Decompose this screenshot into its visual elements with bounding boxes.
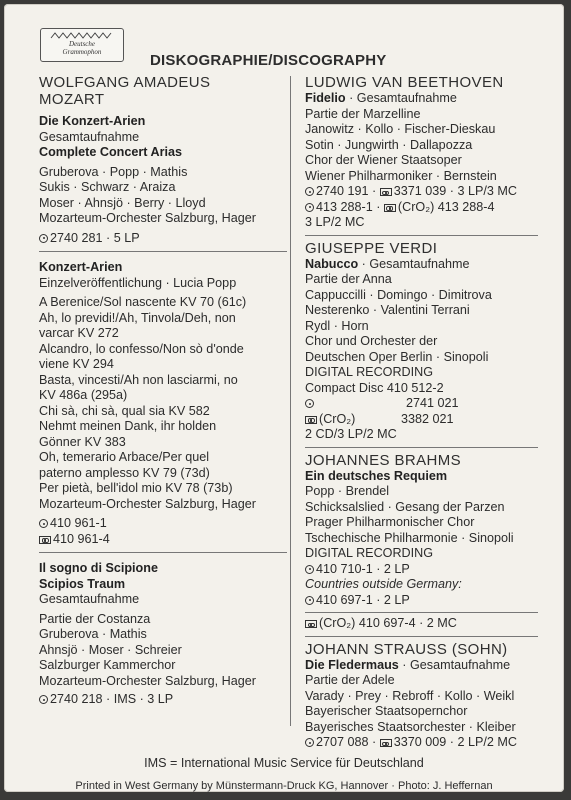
cast-line: Sukis · Schwarz · Araiza [39, 180, 176, 194]
cast-line: Nesterenko · Valentini Terrani [305, 303, 470, 317]
release-line [39, 516, 287, 532]
cast-line: Schicksalslied · Gesang der Parzen [305, 499, 505, 514]
cast-line: Partie der Anna [305, 272, 392, 286]
aria-line: A Berenice/Sol nascente KV 70 (61c) [39, 295, 247, 309]
page-title: DISKOGRAPHIE/DISCOGRAPHY [150, 52, 387, 69]
record-disc-icon [305, 596, 314, 605]
work-subtitle: · Gesamtaufnahme [358, 256, 470, 271]
aria-line: Gönner KV 383 [39, 434, 126, 449]
cassette-icon [305, 416, 317, 424]
release-line [305, 562, 545, 578]
record-disc-icon [39, 234, 48, 243]
work-subtitle: · Gesamtaufnahme [398, 657, 511, 672]
cast-line: Salzburger Kammerchor [39, 658, 176, 672]
composer-mozart-line2: MOZART [39, 91, 105, 108]
logo-crown-icon [49, 32, 113, 39]
cast-line: Sotin · Jungwirth · Dallapozza [305, 137, 473, 152]
cassette-icon [384, 204, 396, 212]
aria-line: KV 486a (295a) [39, 388, 128, 402]
composer-verdi: GIUSEPPE VERDI [305, 239, 438, 257]
printer-credit: Printed in West Germany by Münstermann-Druck KG, Hannover · Photo: J. Heffernan [75, 780, 493, 792]
work-title: Die Fledermaus [305, 657, 399, 672]
release-line [305, 735, 545, 751]
cast-line: Gruberova · Mathis [39, 627, 147, 641]
aria-line: Nehmt meinen Dank, ihr holden [39, 419, 217, 433]
release-line [305, 184, 545, 200]
cast-line: DIGITAL RECORDING [305, 365, 434, 379]
work-title: Ein deutsches Requiem [305, 468, 448, 483]
cast-line: DIGITAL RECORDING [305, 546, 434, 560]
cast-line: Popp · Brendel [305, 484, 390, 498]
composer-mozart-line1: WOLFGANG AMADEUS [39, 74, 211, 91]
release-line [305, 200, 545, 216]
release-number: 2740 218 · IMS · 3 LP [50, 692, 174, 706]
work-subtitle: Einzelveröffentlichung · Lucia Popp [39, 275, 237, 290]
work-title: Fidelio [305, 91, 346, 105]
cast-line: Cappuccilli · Domingo · Dimitrova [305, 287, 492, 302]
aria-line: Basta, vincesti/Ah non lasciarmi, no [39, 372, 238, 387]
cast-line: Gruberova · Popp · Mathis [39, 164, 188, 179]
cassette-icon [380, 739, 392, 747]
cast-line: Deutschen Oper Berlin · Sinopoli [305, 349, 489, 364]
aria-line: paterno amplesso KV 79 (73d) [39, 465, 210, 480]
release-number: 2741 021 [406, 396, 459, 410]
cast-line: Varady · Prey · Rebroff · Kollo · Weikl [305, 688, 515, 703]
record-disc-icon [305, 399, 314, 408]
work-subtitle: · Gesamtaufnahme [345, 91, 457, 105]
cast-line: Mozarteum-Orchester Salzburg, Hager [39, 673, 256, 688]
aria-line: Per pietà, bell'idol mio KV 78 (73b) [39, 481, 233, 495]
record-disc-icon [39, 695, 48, 704]
release-number: 2740 281 · 5 LP [50, 230, 140, 245]
release-line [39, 692, 287, 708]
aria-line: Alcandro, lo confesso/Non sò d'onde [39, 341, 244, 356]
release-line: Compact Disc 410 512-2 [305, 380, 444, 395]
work-title-german: Scipios Traum [39, 576, 126, 591]
deutsche-grammophon-logo [40, 28, 124, 62]
cast-line: Mozarteum-Orchester Salzburg, Hager [39, 211, 256, 225]
work-title-english: Complete Concert Arias [39, 145, 182, 159]
cast-line: Janowitz · Kollo · Fischer-Dieskau [305, 122, 496, 136]
aria-line: viene KV 294 [39, 357, 114, 371]
cast-line: Partie der Costanza [39, 611, 151, 626]
cast-line: Partie der Marzelline [305, 106, 421, 121]
release-number: 3382 021 [401, 411, 454, 426]
aria-line: Oh, temerario Arbace/Per quel [39, 450, 210, 464]
release-number: 413 288-1 · [316, 199, 384, 214]
record-disc-icon [305, 565, 314, 574]
release-number: 410 961-4 [53, 531, 110, 546]
release-summary: 3 LP/2 MC [305, 215, 365, 229]
composer-beethoven: LUDWIG VAN BEETHOVEN [305, 74, 504, 91]
release-line [305, 593, 545, 609]
release-number: 2740 191 · [316, 184, 380, 198]
composer-brahms: JOHANNES BRAHMS [305, 451, 462, 469]
right-column [305, 74, 545, 751]
release-line [305, 412, 545, 428]
cast-line: Wiener Philharmoniker · Bernstein [305, 168, 497, 183]
cast-line: Ahnsjö · Moser · Schreier [39, 642, 182, 657]
aria-line: Chi sà, chi sà, qual sia KV 582 [39, 403, 210, 418]
release-number: 410 961-1 [50, 516, 107, 530]
release-number: (CrO₂) 413 288-4 [397, 199, 495, 214]
release-format: (CrO₂) [319, 411, 356, 426]
cast-line: Prager Philharmonischer Chor [305, 515, 475, 529]
cast-line: Moser · Ahnsjö · Berry · Lloyd [39, 195, 206, 210]
cast-line: Bayerisches Staatsorchester · Kleiber [305, 719, 516, 734]
logo-line-2: Grammophon [62, 48, 102, 56]
cast-line: Chor der Wiener Staatsoper [305, 153, 462, 167]
countries-note: Countries outside Germany: [305, 577, 462, 591]
cast-line: Partie der Adele [305, 673, 395, 687]
ims-footnote: IMS = International Music Service für Deutschland [144, 756, 424, 770]
release-line [305, 616, 545, 632]
release-number: 2707 088 · [316, 735, 380, 749]
work-title: Konzert-Arien [39, 260, 123, 274]
aria-line: Mozarteum-Orchester Salzburg, Hager [39, 496, 256, 511]
cast-line: Bayerischer Staatsopernchor [305, 704, 468, 718]
record-disc-icon [39, 519, 48, 528]
release-number: 410 697-1 · 2 LP [316, 592, 410, 607]
left-column [39, 74, 287, 708]
release-number: (CrO₂) 410 697-4 · 2 MC [319, 616, 457, 630]
record-disc-icon [305, 187, 314, 196]
record-disc-icon [305, 738, 314, 747]
logo-text [41, 40, 123, 56]
cast-line: Tschechische Philharmonie · Sinopoli [305, 530, 514, 545]
column-divider [290, 76, 291, 726]
cassette-icon [39, 536, 51, 544]
release-number: 410 710-1 · 2 LP [316, 561, 410, 576]
release-summary: 2 CD/3 LP/2 MC [305, 427, 397, 441]
release-line [39, 532, 287, 548]
work-subtitle: Gesamtaufnahme [39, 592, 140, 606]
aria-line: Ah, lo previdi!/Ah, Tinvola/Deh, non [39, 310, 236, 325]
release-number: 3371 039 · 3 LP/3 MC [393, 184, 517, 198]
work-line [305, 658, 545, 674]
aria-line: varcar KV 272 [39, 326, 119, 340]
release-line [305, 396, 545, 412]
record-disc-icon [305, 203, 314, 212]
work-subtitle: Gesamtaufnahme [39, 129, 140, 144]
cassette-icon [380, 188, 392, 196]
logo-line-1: Deutsche [68, 40, 96, 48]
work-title: Die Konzert-Arien [39, 114, 146, 128]
release-number: 3370 009 · 2 LP/2 MC [393, 735, 517, 749]
discography-card [4, 4, 564, 792]
work-title: Nabucco [305, 256, 359, 271]
work-line [305, 257, 545, 273]
cast-line: Rydl · Horn [305, 318, 369, 333]
composer-strauss: JOHANN STRAUSS (SOHN) [305, 640, 508, 658]
work-title: Il sogno di Scipione [39, 561, 158, 575]
release-line [39, 231, 287, 247]
work-line [305, 91, 545, 107]
cassette-icon [305, 620, 317, 628]
cast-line: Chor und Orchester der [305, 334, 438, 348]
